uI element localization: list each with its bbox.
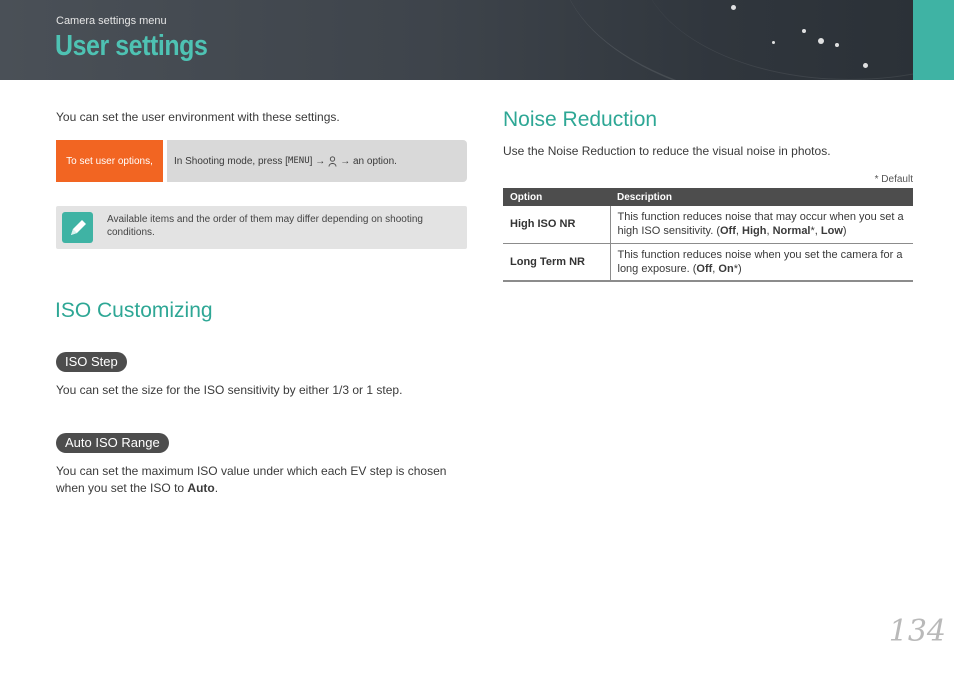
table-header-row bbox=[503, 188, 913, 206]
description-close: ) bbox=[737, 262, 742, 275]
accent-tab bbox=[913, 0, 954, 80]
breadcrumb: Camera settings menu bbox=[56, 15, 167, 27]
auto-iso-text: You can set the maximum ISO value under which each EV step is chosen when you set the ISO to bbox=[56, 464, 447, 495]
default-marker: * bbox=[733, 262, 738, 275]
section-heading-noise: Noise Reduction bbox=[503, 108, 658, 131]
description-close: ) bbox=[842, 225, 847, 238]
sparkle bbox=[818, 38, 824, 44]
iso-step-badge: ISO Step bbox=[56, 352, 127, 372]
description-text: This function reduces noise when you set the camera for a long exposure. ( bbox=[617, 248, 903, 275]
period: . bbox=[214, 481, 219, 495]
sparkle bbox=[731, 5, 736, 10]
sparkle bbox=[863, 63, 868, 68]
choice: Off bbox=[720, 225, 736, 238]
option-description: This function reduces noise when you set the camera for a long exposure. (Off, On*) bbox=[610, 243, 913, 281]
option-description: This function reduces noise that may occur when you set a high ISO sensitivity. (Off, High, Normal*, Low) bbox=[610, 206, 913, 243]
page-number: 134 bbox=[888, 614, 946, 649]
noise-intro-text: Use the Noise Reduction to reduce the visual noise in photos. bbox=[503, 144, 831, 158]
section-heading-iso: ISO Customizing bbox=[55, 299, 213, 322]
auto-value: Auto bbox=[187, 481, 215, 495]
menu-key: MENU bbox=[287, 156, 310, 166]
choice: Low bbox=[820, 225, 843, 238]
page-title: User settings bbox=[55, 30, 208, 62]
option-name: Long Term NR bbox=[503, 243, 610, 281]
table-row bbox=[503, 243, 913, 281]
auto-iso-range-badge: Auto ISO Range bbox=[56, 433, 169, 453]
howto-label: To set user options, bbox=[56, 140, 163, 182]
option-name: High ISO NR bbox=[503, 206, 610, 243]
sparkle bbox=[802, 29, 806, 33]
description-text: This function reduces noise that may occur when you set a high ISO sensitivity. ( bbox=[617, 211, 904, 238]
howto-instructions bbox=[167, 140, 467, 182]
choice: On bbox=[718, 262, 734, 275]
iso-step-text: You can set the size for the ISO sensitivity by either 1/3 or 1 step. bbox=[56, 383, 403, 397]
default-note: * Default bbox=[874, 174, 913, 185]
pencil-note-icon bbox=[62, 212, 93, 243]
note-text: Available items and the order of them may differ depending on shooting conditions. bbox=[107, 214, 423, 238]
noise-options-table bbox=[503, 188, 913, 282]
sparkle bbox=[772, 41, 775, 44]
choice: Normal bbox=[772, 225, 811, 238]
auto-iso-range-text bbox=[56, 463, 461, 497]
intro-text: You can set the user environment with these settings. bbox=[56, 110, 340, 124]
howto-box bbox=[56, 140, 467, 182]
choice: Off bbox=[696, 262, 713, 275]
default-marker: * bbox=[810, 225, 815, 238]
column-header-description: Description bbox=[610, 188, 913, 206]
header-banner bbox=[0, 0, 954, 80]
column-header-option: Option bbox=[503, 188, 610, 206]
sparkle bbox=[835, 43, 839, 47]
howto-text-3: → an option. bbox=[340, 155, 397, 167]
table-row bbox=[503, 206, 913, 243]
howto-text-1: In Shooting mode, press [ bbox=[174, 155, 288, 167]
choice: High bbox=[742, 225, 767, 238]
note-box bbox=[56, 206, 467, 249]
howto-text-2: ] → bbox=[309, 155, 326, 167]
person-settings-icon bbox=[328, 156, 337, 167]
